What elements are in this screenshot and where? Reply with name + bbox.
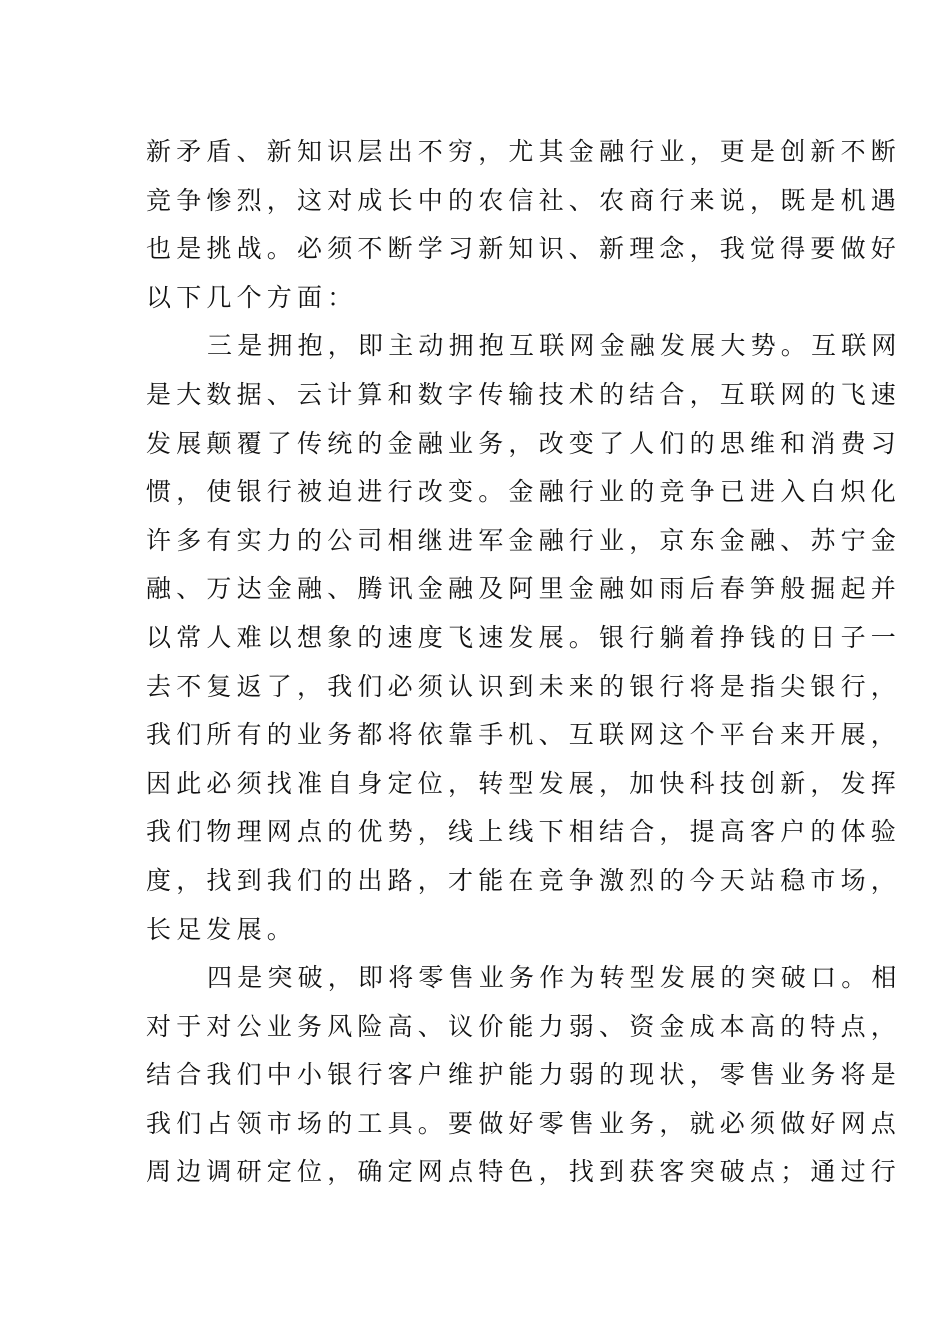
text-line: 许多有实力的公司相继进军金融行业，京东金融、苏宁金: [146, 525, 902, 555]
text-line: 以下几个方面：: [146, 282, 358, 312]
text-line: 周边调研定位，确定网点特色，找到获客突破点；通过行: [146, 1157, 902, 1187]
text-line: 因此必须找准自身定位，转型发展，加快科技创新，发挥: [146, 768, 902, 798]
paragraph-breakthrough: [146, 954, 902, 1197]
text-line: 竞争惨烈，这对成长中的农信社、农商行来说，既是机遇: [146, 185, 902, 215]
text-line: 去不复返了，我们必须认识到未来的银行将是指尖银行，: [146, 671, 902, 701]
text-line: 度，找到我们的出路，才能在竞争激烈的今天站稳市场，: [146, 865, 902, 895]
text-line: 结合我们中小银行客户维护能力弱的现状，零售业务将是: [146, 1060, 902, 1090]
text-line: 我们占领市场的工具。要做好零售业务，就必须做好网点: [146, 1108, 902, 1138]
text-line: 三是拥抱，即主动拥抱互联网金融发展大势。互联网: [207, 331, 902, 361]
body-text: [146, 128, 902, 1197]
text-line: 发展颠覆了传统的金融业务，改变了人们的思维和消费习: [146, 428, 902, 458]
text-line: 融、万达金融、腾讯金融及阿里金融如雨后春笋般掘起并: [146, 574, 902, 604]
text-line: 对于对公业务风险高、议价能力弱、资金成本高的特点，: [146, 1011, 902, 1041]
text-line: 以常人难以想象的速度飞速发展。银行躺着挣钱的日子一: [146, 622, 902, 652]
text-line: 我们物理网点的优势，线上线下相结合，提高客户的体验: [146, 817, 902, 847]
text-line: 也是挑战。必须不断学习新知识、新理念，我觉得要做好: [146, 234, 902, 264]
text-line: 四是突破，即将零售业务作为转型发展的突破口。相: [207, 963, 902, 993]
text-line: 新矛盾、新知识层出不穷，尤其金融行业，更是创新不断: [146, 137, 902, 166]
paragraph-embrace: [146, 322, 902, 954]
paragraph-intro: [146, 128, 902, 322]
text-line: 是大数据、云计算和数字传输技术的结合，互联网的飞速: [146, 379, 902, 409]
text-line: 我们所有的业务都将依靠手机、互联网这个平台来开展，: [146, 720, 902, 750]
text-line: 惯，使银行被迫进行改变。金融行业的竞争已进入白炽化: [146, 477, 902, 507]
text-line: 长足发展。: [146, 914, 298, 944]
